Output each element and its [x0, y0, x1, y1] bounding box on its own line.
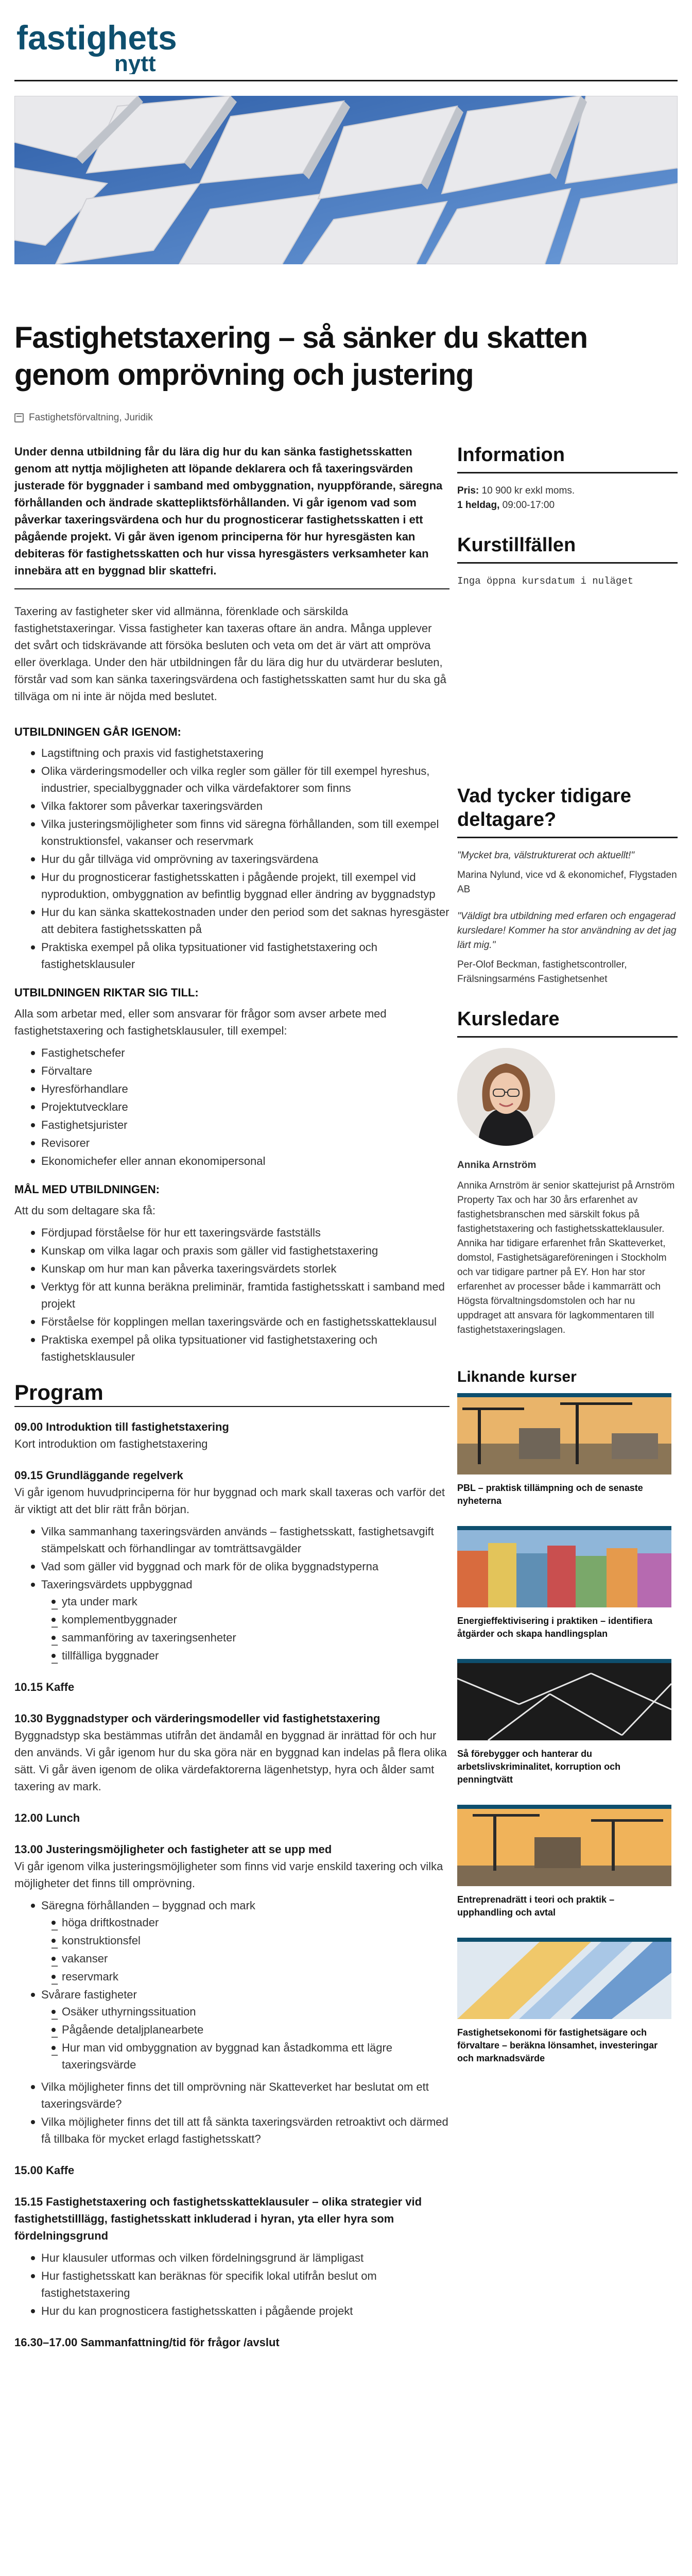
list-item: Kunskap om vilka lagar och praxis som gäller vid fastighetstaxering	[31, 1242, 449, 1259]
course-title[interactable]: Fastighetsekonomi för fastighetsägare och förvaltare – beräkna lönsamhet, investeringar och marknadsvärde	[457, 2027, 658, 2063]
program-slot	[14, 1679, 449, 1696]
list-item: Ekonomichefer eller annan ekonomipersonal	[31, 1153, 449, 1170]
slot-list	[31, 2249, 449, 2319]
list-item: Fördjupad förståelse för hur ett taxeringsvärde fastställs	[31, 1224, 449, 1241]
slot-title: 10.30 Byggnadstyper och värderingsmodeller vid fastighetstaxering	[14, 1712, 380, 1725]
article-meta	[14, 412, 153, 423]
slot-title: 10.15 Kaffe	[14, 1681, 75, 1693]
list-item: Hur du kan prognosticera fastighetsskatten i pågående projekt	[31, 2302, 449, 2319]
price-info	[457, 484, 678, 498]
list-item: Hur klausuler utformas och vilken fördelningsgrund är lämpligast	[31, 2249, 449, 2266]
review-quote: "Väldigt bra utbildning med erfaren och engagerad kursledare! Kommer ha stor användning av det jag lärt mig."	[457, 911, 677, 951]
sub-item: – tillfälliga byggnader	[51, 1647, 449, 1664]
course-card[interactable]	[457, 1393, 671, 1507]
list-item-label: Svårare fastigheter	[41, 1988, 137, 2001]
calendar-icon	[14, 413, 24, 422]
leader-name: Annika Arnström	[457, 1160, 537, 1171]
slot-list	[31, 2078, 449, 2147]
list-item-label: Taxeringsvärdets uppbyggnad	[41, 1578, 193, 1591]
goal-intro: Att du som deltagare ska få:	[14, 1204, 155, 1217]
card-image[interactable]	[457, 1397, 671, 1475]
sub-item: – yta under mark	[51, 1593, 449, 1610]
slot-title: 13.00 Justeringsmöjligheter och fastigheter att se upp med	[14, 1843, 332, 1856]
leader-heading: Kursledare	[457, 1007, 678, 1038]
list-item: Vilka möjligheter finns det till att få sänkta taxeringsvärden retroaktivt och därmed få tillbaka för mycket erlagd fastighetsskatt?	[31, 2113, 449, 2147]
list-item: Lagstiftning och praxis vid fastighetstaxering	[31, 744, 449, 761]
duration-info	[457, 498, 678, 513]
card-image[interactable]	[457, 1809, 671, 1886]
course-title[interactable]: Entreprenadrätt i teori och praktik – upphandling och avtal	[457, 1894, 615, 1918]
card-accent	[457, 1938, 671, 1942]
list-item: Projektutvecklare	[31, 1098, 449, 1115]
audience-list	[31, 1044, 449, 1170]
card-image[interactable]	[457, 1942, 671, 2019]
course-title[interactable]: PBL – praktisk tillämpning och de senaste nyheterna	[457, 1483, 643, 1506]
card-accent	[457, 1526, 671, 1530]
course-card[interactable]	[457, 1805, 671, 1919]
card-accent	[457, 1805, 671, 1809]
list-item: Vilka justeringsmöjligheter som finns vid säregna förhållanden, som till exempel konstruktionsfel, vakanser och reservmark	[31, 816, 449, 850]
sub-item: – Pågående detaljplanearbete	[51, 2021, 449, 2038]
price-value: 10 900 kr exkl moms.	[481, 485, 575, 496]
list-item	[31, 1986, 449, 2073]
course-card[interactable]	[457, 1659, 671, 1786]
list-item: Kunskap om hur man kan påverka taxeringsvärdets storlek	[31, 1260, 449, 1277]
sub-list	[51, 1593, 449, 1664]
list-item	[31, 1576, 449, 1664]
course-title[interactable]: Energieffektivisering i praktiken – identifiera åtgärder och skapa handlingsplan	[457, 1616, 653, 1639]
site-header	[14, 13, 678, 81]
list-item: Hur du prognosticerar fastighetsskatten i pågående projekt, till exempel vid nyproduktion, ombyggnation av befintlig byggnad eller ändring av byggnadstyp	[31, 869, 449, 903]
audience-heading: UTBILDNINGEN RIKTAR SIG TILL:	[14, 986, 199, 999]
slot-desc: Vi går igenom huvudprinciperna för hur byggnad och mark skall taxeras och varför det är viktigt att det blir rätt från början.	[14, 1486, 445, 1516]
review-quote: "Mycket bra, välstrukturerat och aktuellt!"	[457, 850, 635, 861]
program-heading: Program	[14, 1384, 449, 1407]
list-item: Vilka faktorer som påverkar taxeringsvärden	[31, 798, 449, 815]
list-item: Olika värderingsmodeller och vilka regler som gäller för till exempel hyreshus, industrier, specialbyggnader och vilka värdefaktorer som finns	[31, 762, 449, 796]
list-item: Förvaltare	[31, 1062, 449, 1079]
slot-list	[31, 1523, 449, 1664]
list-item: Hyresförhandlare	[31, 1080, 449, 1097]
card-accent	[457, 1393, 671, 1397]
review-author: Per-Olof Beckman, fastighetscontroller, Frälsningsarméns Fastighetsenhet	[457, 959, 627, 985]
sub-item: – sammanföring av taxeringsenheter	[51, 1629, 449, 1646]
logo-text-bottom: nytt	[114, 51, 156, 74]
list-item: Praktiska exempel på olika typsituationer vid fastighetstaxering och fastighetsklausuler	[31, 939, 449, 973]
sub-item: – höga driftkostnader	[51, 1914, 449, 1931]
duration-label: 1 heldag,	[457, 500, 500, 511]
sidebar	[457, 443, 678, 2083]
card-image[interactable]	[457, 1530, 671, 1607]
goal-heading: MÅL MED UTBILDNINGEN:	[14, 1183, 160, 1196]
list-item: Hur du kan sänka skattekostnaden under den period som det saknas hyresgäster att debitera fastighetsskatten på	[31, 904, 449, 938]
program-slot	[14, 2193, 449, 2319]
sub-item: – reservmark	[51, 1968, 449, 1985]
lead-text: Under denna utbildning får du lära dig hur du kan sänka fastighetsskatten genom att nyttja möjligheten att löpande deklarera och få taxeringsvärden justerade för byggnader i samband med ombyggnation, nyuppförande, säregna förhållanden och ändrade skattepliktsförhållanden. Vi går igenom vad som påverkar taxeringsvärdena och hur du prognosticerar fastighetsskatten i ett pågående projekt. Vi går även igenom principerna för hur hyresgästen kan debiteras för fastighetsskatten och hur vissa hyresgästers verksamheter kan innebära att en byggnad blir skattefri.	[14, 443, 449, 589]
list-item: Revisorer	[31, 1134, 449, 1151]
list-item: Verktyg för att kunna beräkna preliminär, framtida fastighetsskatt i samband med projekt	[31, 1278, 449, 1312]
course-title[interactable]: Så förebygger och hanterar du arbetslivskriminalitet, korruption och penningtvätt	[457, 1749, 621, 1785]
slot-title: 09.00 Introduktion till fastighetstaxering	[14, 1420, 229, 1433]
covers-heading: UTBILDNINGEN GÅR IGENOM:	[14, 725, 181, 738]
list-item-label: Säregna förhållanden – byggnad och mark	[41, 1899, 255, 1912]
logo-text-top: fastighets	[16, 19, 177, 57]
list-item: Förståelse för kopplingen mellan taxeringsvärde och en fastighetsskatteklausul	[31, 1313, 449, 1330]
list-item: Praktiska exempel på olika typsituationer vid fastighetstaxering och fastighetsklausuler	[31, 1331, 449, 1365]
sub-list	[51, 1914, 449, 1985]
avatar	[457, 1048, 555, 1146]
sub-item: – konstruktionsfel	[51, 1932, 449, 1949]
slot-desc: Byggnadstyp ska bestämmas utifrån det ändamål en byggnad är inrättad för och hur den används. Vi går igenom hur du ska göra när en byggnad kan indelas på flera olika sätt. Vi går även igenom de olika värdefaktorerna lägenhetstyp, hyra och ålder samt taxering av mark.	[14, 1729, 447, 1793]
slot-title: 15.15 Fastighetstaxering och fastighetsskatteklausuler – olika strategier vid fastighetstilllägg, fastighetsskatt inkluderad i hyran, yta eller hyra som fördelningsgrund	[14, 2195, 422, 2242]
program-slot	[14, 1710, 449, 1795]
sub-list	[51, 2003, 449, 2073]
slot-title: 16.30–17.00 Sammanfattning/tid för frågor /avslut	[14, 2336, 280, 2349]
program-slot	[14, 2162, 449, 2179]
program-slot	[14, 1841, 449, 2147]
list-item: Hur du går tillväga vid omprövning av taxeringsvärdena	[31, 851, 449, 868]
covers-list	[31, 744, 449, 973]
program-slot	[14, 2334, 449, 2351]
card-image[interactable]	[457, 1663, 671, 1740]
dates-heading: Kurstillfällen	[457, 533, 678, 564]
list-item: Vilka möjligheter finns det till omprövning när Skatteverket har beslutat om ett taxeringsvärde?	[31, 2078, 449, 2112]
main-content	[14, 443, 449, 2365]
duration-value: 09:00-17:00	[502, 500, 555, 511]
slot-title: 15.00 Kaffe	[14, 2164, 75, 2177]
audience-intro: Alla som arbetar med, eller som ansvarar för frågor som avser arbete med fastighetstaxering och fastighetsklausuler, till exempel:	[14, 1007, 387, 1037]
course-card[interactable]	[457, 1938, 671, 2065]
list-item: Vilka sammanhang taxeringsvärden används – fastighetsskatt, fastighetsavgift stämpelskatt och förhandlingar av tomträttsavgälder	[31, 1523, 449, 1557]
program-slot	[14, 1467, 449, 1664]
list-item: Hur fastighetsskatt kan beräknas för specifik lokal utifrån beslut om fastighetstaxering	[31, 2267, 449, 2301]
list-item: Fastighetschefer	[31, 1044, 449, 1061]
program-slot	[14, 1809, 449, 1826]
intro-text: Taxering av fastigheter sker vid allmänna, förenklade och särskilda fastighetstaxeringar. Vissa fastigheter kan taxeras oftare än andra. Många upplever det svårt och tidskrävande att försöka besluten och veta om det är värt att ompröva eller överklaga. Under den här utbildningen får du lära dig hur du utvärderar besluten, förstår vad som kan sänka taxeringsvärdena och fastighetsskatten samt hur du ska gå tillväga om ni inte är nöjda med beslutet.	[14, 605, 446, 703]
hero-image	[14, 96, 678, 264]
article-title: Fastighetstaxering – så sänker du skatten genom omprövning och justering	[14, 321, 587, 392]
list-item: Fastighetsjurister	[31, 1116, 449, 1133]
review-author: Marina Nylund, vice vd & ekonomichef, Flygstaden AB	[457, 870, 677, 895]
sub-item: – vakanser	[51, 1950, 449, 1967]
similar-heading: Liknande kurser	[457, 1368, 577, 1385]
article-category[interactable]: Fastighetsförvaltning, Juridik	[29, 412, 153, 423]
leader-bio: Annika Arnström är senior skattejurist på Arnström Property Tax och har 30 års erfarenhet av fastighetsbranschen med särskilt fokus på fastighetstaxering och fastighetsskatteklausuler. Annika har tidigare erfarenhet från Skatteverket, domstol, Fastighetsägareföreningen i Stockholm och var tidigare partner på EY. Hon har stor erfarenhet av processer både i kammarrätt och Högsta förvaltningsdomstolen och har nu uppdraget att ansvara för lagkommentaren till fastighetstaxeringslagen.	[457, 1180, 675, 1335]
reviews-heading: Vad tycker tidigare deltagare?	[457, 784, 678, 838]
sub-item: – Hur man vid ombyggnation av byggnad kan åstadkomma ett lägre taxeringsvärde	[51, 2039, 449, 2073]
goal-list	[31, 1224, 449, 1365]
logo[interactable]	[16, 18, 202, 74]
list-item: Vad som gäller vid byggnad och mark för de olika byggnadstyperna	[31, 1558, 449, 1575]
sub-item: – komplementbyggnader	[51, 1611, 449, 1628]
slot-title: 09.15 Grundläggande regelverk	[14, 1469, 183, 1482]
dates-empty-text: Inga öppna kursdatum i nuläget	[457, 575, 634, 587]
program-slot	[14, 1418, 449, 1452]
price-label: Pris:	[457, 485, 479, 496]
info-heading: Information	[457, 443, 678, 473]
slot-list	[31, 1897, 449, 2073]
course-card[interactable]	[457, 1526, 671, 1640]
list-item	[31, 1897, 449, 1985]
slot-desc: Kort introduktion om fastighetstaxering	[14, 1437, 208, 1450]
sub-item: – Osäker uthyrningssituation	[51, 2003, 449, 2020]
card-accent	[457, 1659, 671, 1663]
slot-title: 12.00 Lunch	[14, 1811, 80, 1824]
slot-desc: Vi går igenom vilka justeringsmöjligheter som finns vid varje enskild taxering och vilka möjligheter det finns till omprövning.	[14, 1860, 443, 1890]
